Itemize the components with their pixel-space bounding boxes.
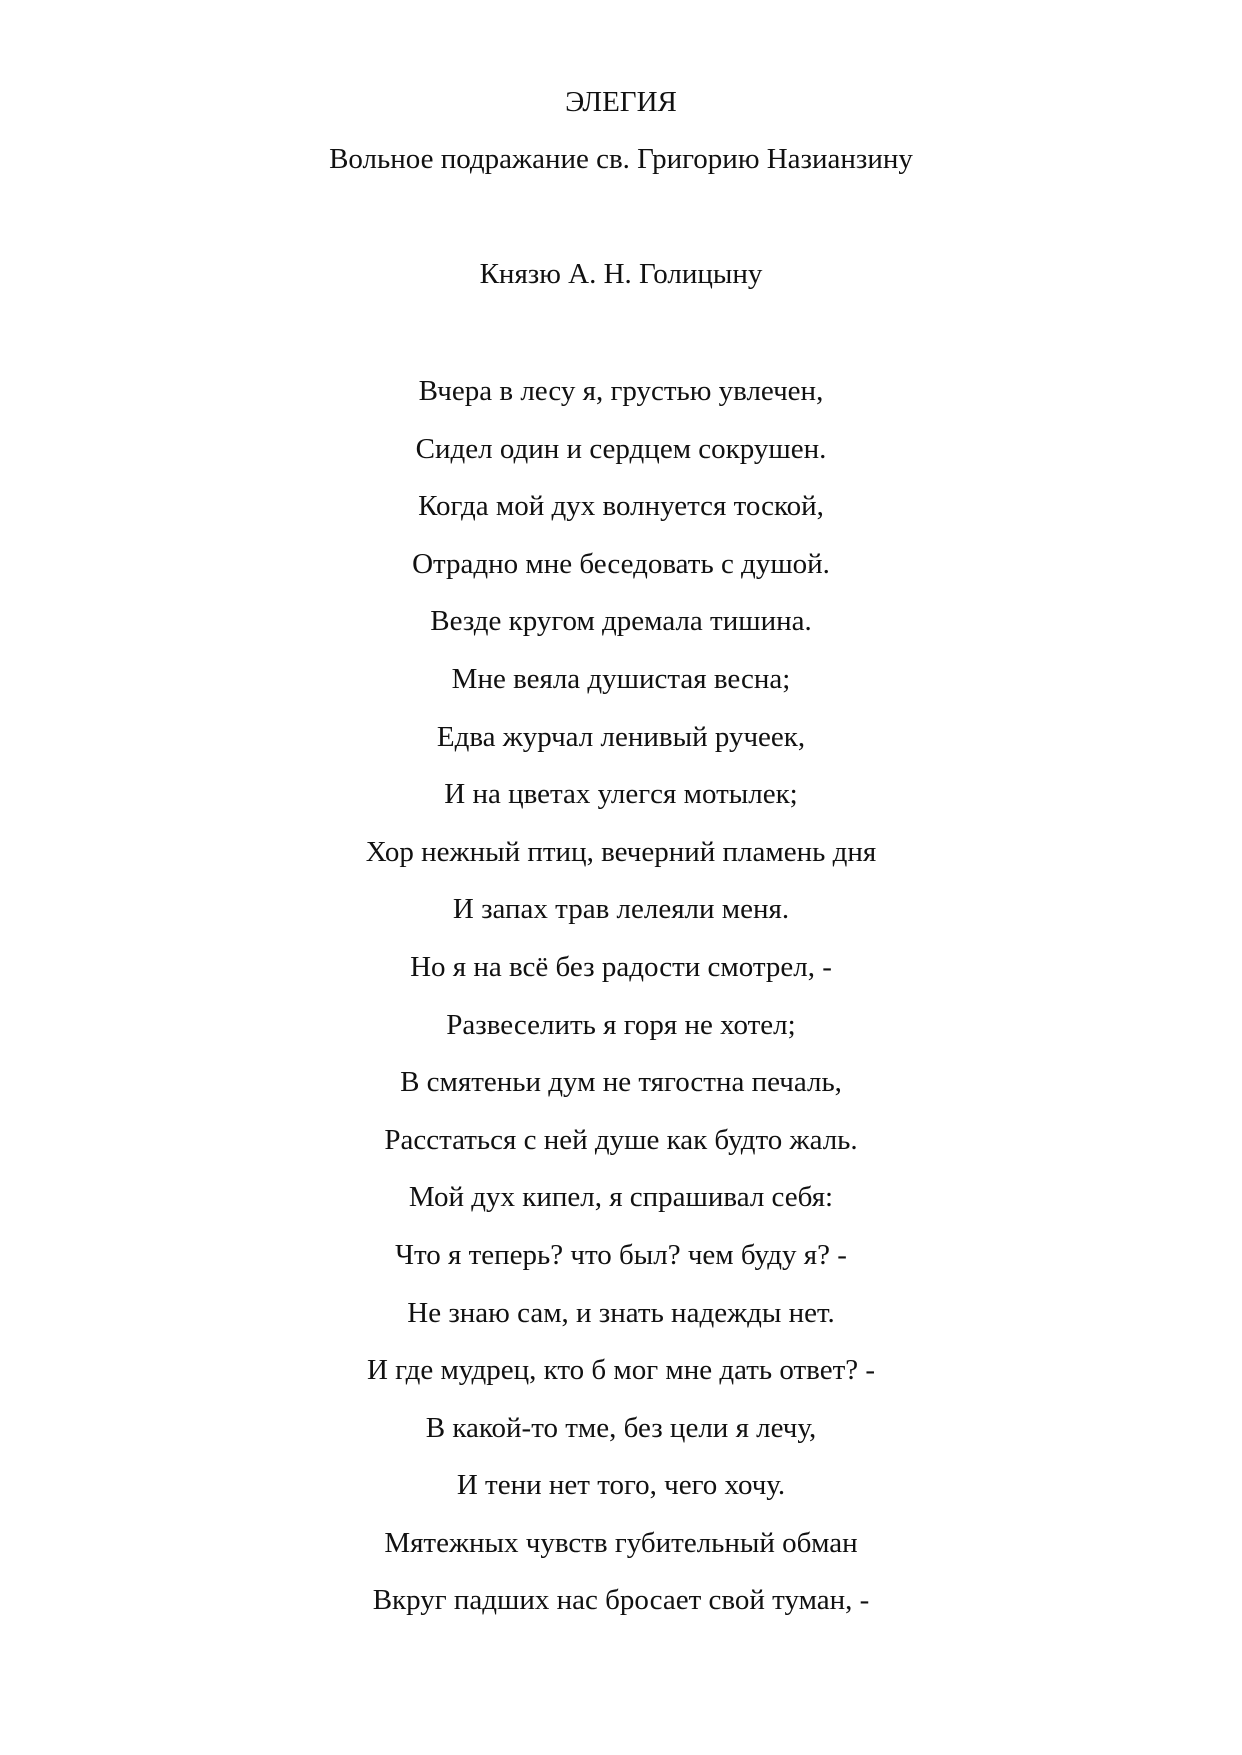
poem-subtitle: Вольное подражание св. Григорию Назианзину bbox=[329, 143, 913, 175]
poem-line: И на цветах улегся мотылек; bbox=[444, 778, 798, 811]
poem-line: Мятежных чувств губительный обман bbox=[384, 1526, 858, 1559]
poem-line: Расстаться с ней душе как будто жаль. bbox=[384, 1123, 858, 1156]
poem-line: Развеселить я горя не хотел; bbox=[446, 1008, 796, 1041]
poem-line: И где мудрец, кто б мог мне дать ответ? - bbox=[366, 1354, 876, 1387]
poem-line: Мне веяла душистая весна; bbox=[451, 662, 791, 695]
poem-line: Но я на всё без радости смотрел, - bbox=[410, 950, 832, 983]
poem-line: Хор нежный птиц, вечерний пламень дня bbox=[365, 835, 877, 868]
poem-line: В какой-то тме, без цели я лечу, bbox=[425, 1411, 817, 1444]
poem-dedication: Князю А. Н. Голицыну bbox=[479, 258, 763, 290]
poem-line: Не знаю сам, и знать надежды нет. bbox=[407, 1296, 835, 1329]
poem-line: Мой дух кипел, я спрашивал себя: bbox=[408, 1181, 834, 1214]
poem-line: И запах трав лелеяли меня. bbox=[452, 893, 790, 926]
poem-line: Едва журчал ленивый ручеек, bbox=[436, 720, 806, 753]
poem-line: В смятеньи дум не тягостна печаль, bbox=[400, 1066, 842, 1099]
poem-line: Везде кругом дремала тишина. bbox=[430, 605, 812, 638]
poem-line: Вчера в лесу я, грустью увлечен, bbox=[418, 375, 824, 407]
poem-line: Что я теперь? что был? чем буду я? - bbox=[395, 1238, 847, 1271]
poem-line: Отрадно мне беседовать с душой. bbox=[412, 547, 830, 580]
poem-line: Вкруг падших нас бросает свой туман, - bbox=[372, 1584, 870, 1617]
poem-line: Сидел один и сердцем сокрушен. bbox=[415, 432, 827, 465]
poem-line: Когда мой дух волнуется тоской, bbox=[418, 490, 824, 523]
poem-body bbox=[0, 373, 1242, 1640]
poem-line: И тени нет того, чего хочу. bbox=[456, 1469, 786, 1502]
poem-title: ЭЛЕГИЯ bbox=[565, 86, 677, 118]
